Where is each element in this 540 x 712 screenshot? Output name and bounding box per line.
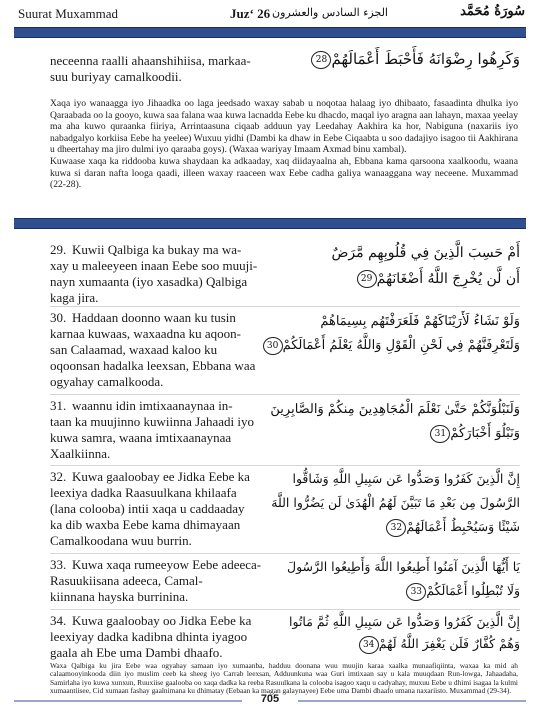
footer-rule-right xyxy=(298,700,526,702)
verse-divider xyxy=(50,609,520,610)
text-line: ogyahay camalkooda. xyxy=(50,374,164,389)
text-line: 31. waannu idin imtixaanaynaa in- xyxy=(50,398,233,413)
text-line: 32. Kuwa gaaloobay ee Jidka Eebe ka xyxy=(50,469,250,484)
verse-32-text xyxy=(50,469,288,549)
verse-33-arabic xyxy=(287,555,520,603)
ayah-medallion: 30 xyxy=(263,337,283,355)
text-line: gaala ah Ebe uma Dambi dhaafo. xyxy=(50,645,223,660)
commentary-paragraph: Kuwaase xaqa ka riddooba kuwa shaydaan ka adkaaday, xaq diidayaalna ah, Ebbana kama qarsoona xaalkoodu, waana kuwa si daran nafta looga qaadi, illeen waxay raaceen wax Eebe cadha galiya wanaaggana way neceene. Muxammad (22-28). xyxy=(50,155,518,191)
verse-29-arabic xyxy=(295,240,520,292)
ayah-medallion: 34 xyxy=(359,636,379,654)
text-line: suu buriyay camalkoodii. xyxy=(50,69,182,84)
verse-33-text xyxy=(50,557,288,605)
verse-divider xyxy=(50,465,520,466)
text-line: nayn xumaanta (iyo xasadka) Qalbiga xyxy=(50,274,248,289)
arabic-line: وَنَبْلُوَ أَخْبَارَكُمْ31 xyxy=(295,422,520,446)
text-line: Rasuukiisana adeeca, Camal- xyxy=(50,573,203,588)
verse-31-arabic xyxy=(270,398,520,446)
verse-29-text xyxy=(50,242,288,306)
verse-34-text xyxy=(50,613,288,661)
verse-number: 33. xyxy=(50,557,67,572)
verse-30-arabic xyxy=(266,310,520,358)
footer-rule-left xyxy=(14,700,242,702)
arabic-text: وَكَرِهُوا رِضْوَانَهُ فَأَحْبَطَ أَعْمَالَهُمْ xyxy=(331,50,520,68)
commentary-block-1 xyxy=(50,98,518,191)
commentary-paragraph: Xaqa iyo wanaagga iyo Jihaadka oo laga jeedsado waxay sabab u noqotaa halaag iyo dhibaato, fasaadinta dhulka iyo Qaraabada oo la gooyo, kuwa saa falana waa kuwa lacnadda Eebe ku dhacdo, maqal iyo aragna aan lahayn, maxaa yeelay ma aha kuwo quraanka fiiriya, Arrintaasuna ciqaab adduun yay Leedahay Aakhira ka hor, Nabiguna (naxariis iyo nabadgalyo korkiisa Eebe ha yeelee) Wuxuu yidhi (Dambi ka dhaw in Eebe Ciqaabta u soo dadajiyo isagoo tii Aakhirana u dheertahay ma jiro dulmi iyo qaraaba goys). (Waxaa wariyay Imaam Axmad binu xambal). xyxy=(50,98,518,156)
header-rule xyxy=(14,27,526,38)
text-line: leexiyay dadka kadibna dhinta iyagoo xyxy=(50,629,248,644)
text-line: taan ka muujinno kuwiinna Jahaadi iyo xyxy=(50,414,254,429)
juz-number: 26 xyxy=(257,6,271,21)
text-line: 34. Kuwa gaaloobay oo Jidka Eebe ka xyxy=(50,613,252,628)
arabic-line: وَلَتَعْرِفَنَّهُمْ فِي لَحْنِ الْقَوْلِ وَاللَّهُ يَعْلَمُ أَعْمَالَكُمْ30 xyxy=(295,334,520,358)
verse-divider xyxy=(50,394,520,395)
arabic-line: وَلَوْ نَشَاءُ لَأَرَيْنَاكَهُمْ فَلَعَرَفْتَهُم بِسِيمَاهُمْ xyxy=(320,314,520,329)
text-line: xay u maleeyeen inaan Eebe soo muuji- xyxy=(50,258,258,273)
text-line: 29. Kuwii Qalbiga ka bukay ma wa- xyxy=(50,242,242,257)
verse-30-text xyxy=(50,310,288,390)
text-line: Xaalkiinna. xyxy=(50,446,111,461)
verse-number: 32. xyxy=(50,469,67,484)
arabic-line: وَهُمْ كُفَّارٌ فَلَن يَغْفِرَ اللَّهُ لَهُمْ34 xyxy=(295,633,520,655)
text-line: neceenna raalli ahaanshihiisa, markaa- xyxy=(50,53,251,68)
verse-number: 30. xyxy=(50,310,67,325)
text-line: kiinnana hayska burrinina. xyxy=(50,589,189,604)
text-line: (lana colooba) intii xaqa u caddaaday xyxy=(50,501,245,516)
text-line: oqoonsan hadalka leexsan, Ebbana waa xyxy=(50,358,256,373)
arabic-line: إِنَّ الَّذِينَ كَفَرُوا وَصَدُّوا عَن سَبِيلِ اللَّهِ وَشَاقُّوا xyxy=(292,471,520,486)
arabic-line: شَيْئًا وَسَيُحْبِطُ أَعْمَالَهُمْ32 xyxy=(295,515,520,539)
verse-31-text xyxy=(50,398,288,462)
surah-title: Suurat Muxammad xyxy=(18,6,119,21)
verse-divider xyxy=(50,553,520,554)
arabic-line: أَمْ حَسِبَ الَّذِينَ فِي قُلُوبِهِم مَّرَضٌ xyxy=(331,245,520,261)
verse-34-arabic xyxy=(289,611,520,655)
arabic-line: الرَّسُولَ مِن بَعْدِ مَا تَبَيَّنَ لَهُمُ الْهُدَىٰ لَن يَضُرُّوا اللَّهَ xyxy=(271,495,520,510)
arabic-line: يَا أَيُّهَا الَّذِينَ آمَنُوا أَطِيعُوا اللَّهَ وَأَطِيعُوا الرَّسُولَ xyxy=(287,559,520,574)
section-rule xyxy=(14,218,526,229)
ayah-medallion: 33 xyxy=(406,583,426,601)
top-verse-text xyxy=(50,53,275,85)
text-line: 30. Haddaan doonno waan ku tusin xyxy=(50,310,236,325)
verse-32-arabic xyxy=(271,467,520,539)
commentary-block-2: Waxa Qalbiga ku jira Eebe waa ogyahay samaan iyo xumaanba, hadduu doonana wuu muujin karaa xaalka munaafiqiinta, waxaa ka mid ah calaamooyinkooda diin iyo muslim ceeb ka sheeg iyo Carrab leexsan, Adduunkuna waa Guri imtixaan say u kala muuqdaan Run-lowga, Jahaadaha, Samirlaha iyo kuwa xunxun, Ruuxiise gaalooba oo xaqa dadka ka reeba Rasuulkana la colooba isagoo xaqu u cadyahay, muxuu Eebe u dhimi isagaa la kulmi xumaantiisee, Cid xumaan fashay gaalnimana ku dhimatay (Eebaan ka magan galaynayee) Eebe uma Dambi dhaafo umana naxariisto. Muxammad (29-34). xyxy=(50,661,518,696)
ayah-medallion: 29 xyxy=(357,270,377,288)
page-number: 705 xyxy=(260,693,280,705)
ayah-medallion: 32 xyxy=(386,519,406,537)
top-verse-arabic xyxy=(295,50,520,69)
text-line: leexiya dadka Raasuulkana khilaafa xyxy=(50,485,237,500)
arabic-line: وَلَا تُبْطِلُوا أَعْمَالَكُمْ33 xyxy=(295,579,520,603)
text-line: karnaa kuwaas, waxaadna ku aqoon- xyxy=(50,326,241,341)
verse-number: 31. xyxy=(50,398,67,413)
text-line: Camalkoodana wuu burrin. xyxy=(50,533,192,548)
juz-label: Juz‘ 26 xyxy=(230,6,271,21)
arabic-line: وَلَنَبْلُوَنَّكُمْ حَتَّىٰ نَعْلَمَ الْمُجَاهِدِينَ مِنكُمْ وَالصَّابِرِينَ xyxy=(270,402,520,417)
surah-arabic: سُورَةُ مُحَمَّد xyxy=(460,4,525,19)
text-line: kuwa samra, waana imtixaanaynaa xyxy=(50,430,232,445)
ayah-medallion: 31 xyxy=(430,425,450,443)
text-line: 33. Kuwa xaqa rumeeyow Eebe adeeca- xyxy=(50,557,262,572)
juz-arabic: الجزء السادس والعشرون xyxy=(272,6,388,19)
text-line: kaga jira. xyxy=(50,290,99,305)
arabic-line: إِنَّ الَّذِينَ كَفَرُوا وَصَدُّوا عَن سَبِيلِ اللَّهِ ثُمَّ مَاتُوا xyxy=(289,614,520,629)
text-line: ka dib waxba Eebe kama dhimayaan xyxy=(50,517,241,532)
verse-number: 29. xyxy=(50,242,67,257)
verse-divider xyxy=(50,306,520,307)
arabic-line: أَن لَّن يُخْرِجَ اللَّهُ أَضْغَانَهُمْ29 xyxy=(295,266,520,292)
verse-number: 34. xyxy=(50,613,67,628)
text-line: san Calaamad, waxaad kaloo ku xyxy=(50,342,218,357)
juz-word: Juz xyxy=(230,6,250,21)
ayah-medallion: 28 xyxy=(311,51,331,69)
